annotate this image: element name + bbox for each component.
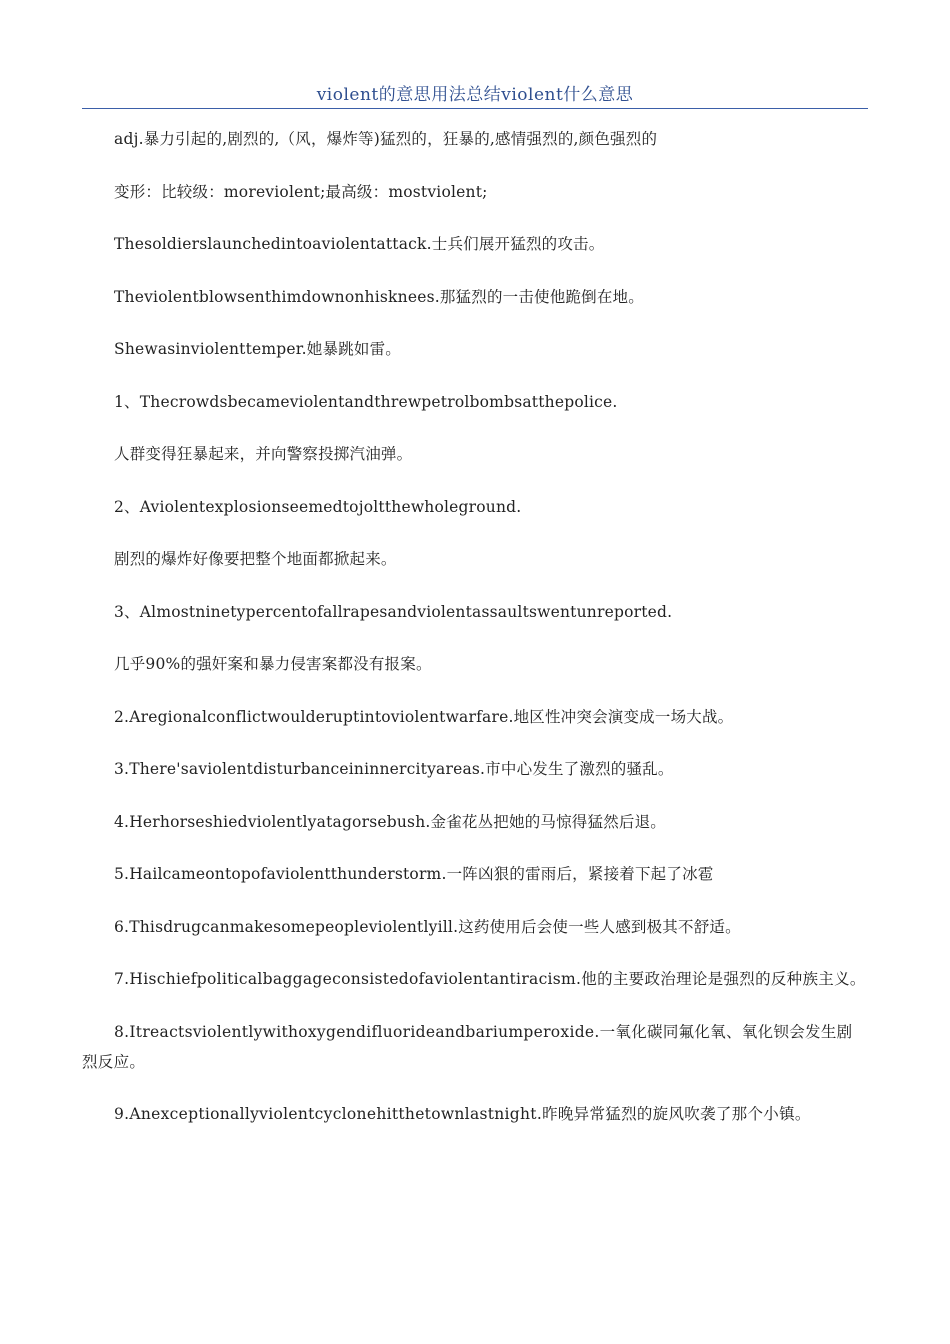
example-translation: 几乎90%的强奸案和暴力侵害案都没有报案。 — [114, 655, 432, 673]
example-sentence: Shewasinviolenttemper.她暴跳如雷。 — [114, 340, 401, 358]
example-sentence: 8.Itreactsviolentlywithoxygendifluorideandbariumperoxide.一氧化碳同氟化氧、氧化钡会发生剧烈反应。 — [82, 1022, 853, 1071]
example-sentence: Thesoldierslaunchedintoaviolentattack.士兵们展开猛烈的攻击。 — [114, 235, 605, 253]
example-sentence: 6.Thisdrugcanmakesomepeopleviolentlyill.这药使用后会使一些人感到极其不舒适。 — [114, 917, 741, 936]
example-sentence: 7.Hischiefpoliticalbaggageconsistedofaviolentantiracism.他的主要政治理论是强烈的反种族主义。 — [114, 970, 866, 988]
example-translation: 人群变得狂暴起来，并向警察投掷汽油弹。 — [114, 445, 413, 463]
example-sentence: 1、Thecrowdsbecameviolentandthrewpetrolbombsatthepolice. — [114, 392, 618, 411]
header-divider — [82, 108, 868, 109]
example-sentence: 4.Herhorseshiedviolentlyatagorsebush.金雀花丛把她的马惊得猛然后退。 — [114, 812, 667, 831]
example-sentence: 5.Hailcameontopofaviolentthunderstorm.一阵凶狠的雷雨后，紧接着下起了冰雹 — [114, 865, 714, 883]
word-forms-paragraph: 变形：比较级：moreviolent;最高级：mostviolent; — [114, 182, 488, 201]
example-sentence: Theviolentblowsenthimdownonhisknees.那猛烈的一击使他跪倒在地。 — [114, 287, 644, 306]
example-sentence: 3、Almostninetypercentofallrapesandviolentassaultswentunreported. — [114, 602, 673, 621]
example-sentence: 2、Aviolentexplosionseemedtojoltthewholeground. — [114, 497, 522, 516]
example-sentence: 3.There'saviolentdisturbanceininnercityareas.市中心发生了激烈的骚乱。 — [114, 760, 674, 778]
example-sentence: 2.Aregionalconflictwoulderuptintoviolentwarfare.地区性冲突会演变成一场大战。 — [114, 707, 734, 726]
example-sentence: 9.Anexceptionallyviolentcyclonehitthetownlastnight.昨晚异常猛烈的旋风吹袭了那个小镇。 — [114, 1105, 811, 1123]
definition-paragraph: adj.暴力引起的,剧烈的,（风，爆炸等)猛烈的，狂暴的,感情强烈的,颜色强烈的 — [114, 130, 658, 148]
page-title: violent的意思用法总结violent什么意思 — [316, 85, 634, 105]
document-body — [82, 124, 868, 1152]
example-translation: 剧烈的爆炸好像要把整个地面都掀起来。 — [114, 550, 397, 568]
